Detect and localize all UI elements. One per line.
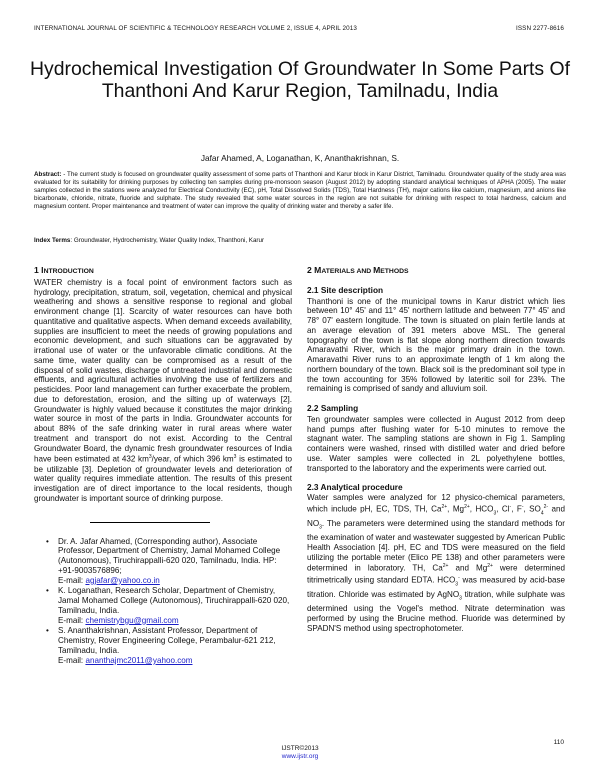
abstract-label: Abstract: bbox=[34, 171, 62, 178]
email-link[interactable]: chemistrybgu@gmail.com bbox=[85, 615, 179, 625]
author-footnotes bbox=[34, 537, 292, 666]
sampling-heading: 2.2 Sampling bbox=[307, 403, 359, 413]
methods-heading: 2 MATERIALS AND METHODS bbox=[307, 265, 409, 275]
right-column bbox=[307, 266, 565, 634]
page-footer bbox=[0, 745, 600, 761]
footnote-item: • S. Ananthakrishnan, Assistant Professor, Department of Chemistry, Rover Engineering College, Perambalur-621 212, Tamilnadu, India. E-mail: ananthajmc2011@yahoo.com bbox=[48, 626, 292, 665]
email-link[interactable]: agjafar@yahoo.co.in bbox=[85, 575, 160, 585]
analytical-procedure-heading: 2.3 Analytical procedure bbox=[307, 482, 403, 493]
analytical-procedure-paragraph: Water samples were analyzed for 12 physico-chemical parameters, which include pH, EC, TDS, TH, $Ca^{2+}$, $Mg^{2+}$, $HCO_3$, Cl-, F-, $SO_4^{2-}$ and $NO_3$. The parameters were determined using the standard methods for the examination of water and wastewater suggested by American Public Health Association [4]. pH, EC and TDS were measured on the field utilizing the portable meter (Elico PE 138) and other parameters were determined in laboratory. TH, $Ca^{2+}$ and $Mg^{2+}$ were determined titrimetrically using standard EDTA. $HCO_3^-$ was measured by acid-base titration. Chloride was estimated by AgNO$_3$ titration, while sulphate was determined using the Vogel's method. Nitrate determination was performed by using the Brucine method. Fluoride was determined by SPADN'S method using spectrophotometer. bbox=[307, 493, 565, 633]
abstract-text: - The current study is focused on groundwater quality assessment of some parts of Thanthoni and Karur block in Karur District, Tamilnadu. Groundwater quality of the study area was evaluated for its suitability for drinking purposes by collecting ten samples during pre-monsoon season (August 2012) by adopting standard analytical techniques of APHA (2005). The water samples collected in the stations were analyzed for Electrical Conductivity (EC), pH, Total Dissolved Solids (TDS), Total Hardness (TH), major cations like calcium, magnesium, and anions like bicarbonate, chloride, nitrate, fluoride and sulphate. The study revealed that some water sources in the region are not suitable for drinking with respect to total hardness, calcium and magnesium content. Proper maintenance and treatment of water can improve the quality of drinking water and thereby a safer life. bbox=[34, 171, 566, 211]
footnote-item: • Dr. A. Jafar Ahamed, (Corresponding author), Associate Professor, Department of Chemistry, Jamal Mohamed College (Autonomous), Tiruchirappalli-620 020, Tamilnadu, India. HP: +91-9003576896; E-mail: agjafar@yahoo.co.in bbox=[48, 537, 292, 586]
heading-rest: NTRODUCTION bbox=[43, 268, 94, 275]
left-column bbox=[34, 266, 292, 666]
introduction-heading bbox=[34, 266, 292, 277]
footnote-item: • K. Loganathan, Research Scholar, Department of Chemistry, Jamal Mohamed College (Autonomous), Tiruchirappalli-620 020, Tamilnadu, India. E-mail: chemistrybgu@gmail.com bbox=[48, 586, 292, 625]
footer-code: IJSTR©2013 bbox=[281, 745, 319, 752]
heading-number: 1 bbox=[34, 265, 42, 275]
author-list: Jafar Ahamed, A, Loganathan, K, Ananthakrishnan, S. bbox=[200, 153, 400, 163]
footnote-divider bbox=[90, 522, 210, 523]
issn-header: ISSN 2277-8616 bbox=[516, 25, 564, 32]
heading-initial: I bbox=[41, 265, 44, 275]
page-number: 110 bbox=[553, 739, 564, 746]
index-terms bbox=[34, 237, 566, 244]
footer-url[interactable]: www.ijstr.org bbox=[281, 753, 319, 760]
sampling-paragraph: Ten groundwater samples were collected in August 2012 from deep hand pumps after flushing water for 5-10 minutes to remove the stagnant water. The sampling stations are shown in Fig 1. Sampling containers were washed, rinsed with distilled water and dried before use. Water samples were collected in 2L polyethylene bottles, transported to the laboratory and the experiments were carried out. bbox=[307, 414, 565, 473]
email-link[interactable]: ananthajmc2011@yahoo.com bbox=[85, 655, 193, 665]
index-terms-text: : Groundwater, Hydrochemistry, Water Quality Index, Thanthoni, Karur bbox=[70, 237, 265, 244]
site-description-paragraph: Thanthoni is one of the municipal towns in Karur district which lies between 10° 45' and 11° 45' northern latitude and between 77° 45' and 78° 07' eastern longitude. The town is situated on plain fertile lands at an average elevation of 391 meters above MSL. The general topography of the town is flat slope along northern direction towards Amaravathi River, which is the major primary drain in the town. Amaravathi River runs to an approximate length of 1 km along the northern boundary of the town. Black soil is the predominant soil type in the town accounting for 35% followed by lateritic soil for 23%. The remaining is comprised of sandy and alluvium soil. bbox=[307, 296, 565, 394]
introduction-paragraph: WATER chemistry is a focal point of environment factors such as hydrology, precipitation, stratum, soil, vegetation, chemical and physical weathering and shows a sensitive response to regional and global environment change [1]. Scarcity of water resources can have both quantitative and qualitative aspects. When demand exceeds availability, supplies are insufficient to meet the needs of growing populations and economic development, and such situations can be aggravated by irrational use of water or the unfavorable climatic conditions. At the same time, water quality can be compromised as a result of the disposal of solid wastes, discharge of untreated industrial and domestic effluents, and agricultural activities involving the use of fertilizers and pesticides. Poor land management can further exacerbate the problem, due to deforestation, erosion, and the silting up of waterways [2]. Groundwater is highly valued because it constitutes the major drinking water source in most of the parts in India. Groundwater accounts for about 88% of the safe drinking water in rural areas where water treatment and transport do not exist. According to the Central Groundwater Board, the dynamic fresh groundwater resources of India have been estimated at 432 $km^3$/year, of which 396 $km^3$ is estimated to be utilizable [3]. Depletion of groundwater levels and deterioration of water quality requires immediate attention. The results of this present investigation are of direct importance to the local residents, though groundwater is important source of drinking purpose. bbox=[34, 277, 293, 503]
abstract bbox=[34, 171, 566, 211]
site-description-heading: 2.1 Site description bbox=[307, 284, 384, 295]
paper-title: Hydrochemical Investigation Of Groundwater In Some Parts Of Thanthoni And Karur Region, Tamilnadu, India bbox=[30, 58, 570, 102]
index-terms-label: Index Terms bbox=[34, 237, 71, 244]
journal-header: INTERNATIONAL JOURNAL OF SCIENTIFIC & TECHNOLOGY RESEARCH VOLUME 2, ISSUE 4, APRIL 2013 bbox=[34, 25, 357, 32]
